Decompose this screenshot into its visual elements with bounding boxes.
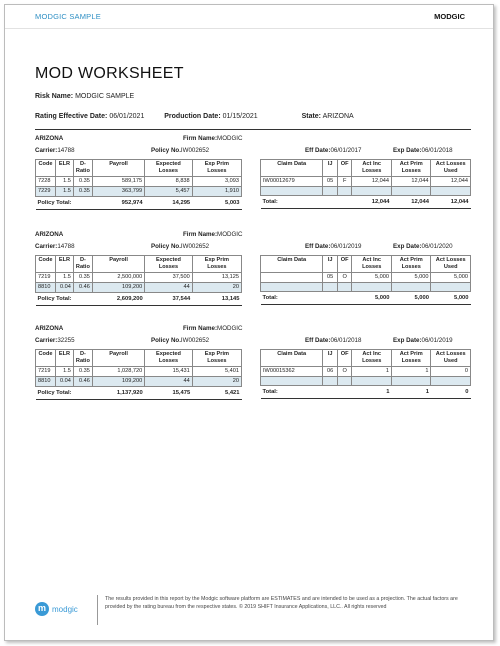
state-label: State: (301, 113, 322, 120)
table-cell: 1 (352, 367, 392, 377)
policy-total-row (36, 387, 242, 400)
table-cell: 0.35 (73, 177, 92, 187)
table-cell: 7228 (36, 177, 56, 187)
divider (35, 129, 471, 130)
table-row (36, 177, 242, 187)
claims-total-row (261, 292, 471, 305)
firm-value: MODGIC (217, 231, 243, 238)
table-cell: 0.46 (73, 283, 92, 293)
table-cell: 12,044 (431, 177, 471, 187)
column-header: Act Inc Losses (352, 160, 392, 177)
table-cell: 1.5 (55, 177, 73, 187)
production-date-label: Production Date: (164, 113, 221, 120)
table-row (36, 367, 242, 377)
table-row (261, 187, 471, 196)
eff-date-label: Eff Date: (305, 243, 331, 250)
column-header: Expected Losses (145, 160, 193, 177)
table-header-row (36, 350, 242, 367)
policy-value: IW002652 (180, 337, 210, 344)
column-header: Claim Data (261, 256, 323, 273)
table-cell (261, 283, 323, 292)
carrier-value: 14788 (57, 147, 75, 154)
column-header: Act Prim Losses (391, 350, 431, 367)
claims-total-label: Total: (261, 292, 352, 305)
policy-section (35, 325, 471, 396)
table-cell (261, 377, 323, 386)
table-row (36, 273, 242, 283)
policy-section (35, 135, 471, 206)
table-cell (391, 377, 431, 386)
section-state: ARIZONA (35, 325, 64, 332)
carrier-value: 32255 (57, 337, 75, 344)
policy-total-row (36, 293, 242, 306)
table-cell (431, 283, 471, 292)
column-header: IJ (323, 160, 338, 177)
table-cell: 0.35 (73, 273, 92, 283)
rating-line (35, 113, 354, 120)
policy-label: Policy No. (151, 337, 181, 344)
table-cell (337, 283, 352, 292)
total-exp-prim-losses: 5,003 (192, 197, 241, 210)
table-row (261, 283, 471, 292)
table-cell: 5,457 (145, 187, 193, 197)
exp-date-label: Exp Date: (393, 243, 422, 250)
table-row (261, 367, 471, 377)
table-cell (431, 377, 471, 386)
table-cell: 7219 (36, 273, 56, 283)
column-header: OF (337, 256, 352, 273)
worksheet-page (4, 4, 494, 641)
table-cell: 15,431 (145, 367, 192, 377)
column-header: ELR (55, 256, 73, 273)
top-bar (5, 5, 493, 29)
table-cell: 8810 (36, 283, 56, 293)
table-header-row (36, 160, 242, 177)
footer (35, 595, 471, 629)
table-cell: IW00012679 (261, 177, 323, 187)
table-cell (352, 283, 392, 292)
table-cell: O (337, 367, 352, 377)
production-date-value: 01/15/2021 (222, 113, 258, 120)
table-row (261, 273, 471, 283)
table-cell: 05 (323, 177, 338, 187)
payroll-table (35, 349, 242, 400)
table-cell: 37,500 (145, 273, 192, 283)
total-act-inc-losses: 12,044 (352, 196, 392, 209)
modgic-logo-icon: m (35, 602, 49, 616)
firm-value: MODGIC (217, 135, 243, 142)
column-header: Act Losses Used (431, 350, 471, 367)
table-cell: 363,799 (92, 187, 144, 197)
carrier-label: Carrier: (35, 243, 58, 250)
carrier-label: Carrier: (35, 147, 58, 154)
table-cell (352, 377, 392, 386)
total-act-losses-used: 5,000 (431, 292, 471, 305)
claims-table (260, 159, 471, 209)
table-cell: 7229 (36, 187, 56, 197)
modgic-logo (35, 599, 95, 619)
table-cell (323, 187, 338, 196)
table-cell: 2,500,000 (92, 273, 144, 283)
column-header: Payroll (92, 256, 144, 273)
table-cell: 1,028,720 (92, 367, 144, 377)
table-cell: 589,175 (92, 177, 144, 187)
table-header-row (36, 256, 242, 273)
policy-value: IW002652 (180, 243, 210, 250)
table-cell: 1,910 (192, 187, 241, 197)
section-header (35, 325, 471, 347)
table-cell: 44 (145, 283, 192, 293)
column-header: Code (36, 350, 56, 367)
table-header-row (261, 350, 471, 367)
column-header: Payroll (92, 350, 144, 367)
column-header: Act Losses Used (431, 160, 471, 177)
policy-label: Policy No. (151, 243, 181, 250)
column-header: OF (337, 350, 352, 367)
total-act-losses-used: 0 (431, 386, 471, 399)
table-cell: 12,044 (391, 177, 431, 187)
table-cell: 5,000 (391, 273, 431, 283)
table-cell: 5,401 (192, 367, 241, 377)
header-risk-name: MODGIC SAMPLE (35, 12, 101, 21)
table-cell: O (337, 273, 352, 283)
column-header: Expected Losses (145, 256, 192, 273)
section-header (35, 231, 471, 253)
table-cell: 13,125 (192, 273, 241, 283)
footer-disclaimer: The results provided in this report by the Modgic software platform are ESTIMATES and are intended to be used as a projection. The actual factors are provided by the rating bureau from the respective states. © 2019 SHIFT Insurance Applications, LLC.. All rights reserved (105, 596, 458, 610)
table-header-row (261, 256, 471, 273)
table-cell (323, 377, 338, 386)
total-exp-prim-losses: 13,145 (192, 293, 241, 306)
column-header: Exp Prim Losses (192, 160, 241, 177)
column-header: Act Prim Losses (391, 160, 431, 177)
total-expected-losses: 37,544 (145, 293, 192, 306)
risk-name-label: Risk Name: (35, 93, 74, 100)
table-cell (323, 283, 338, 292)
column-header: D-Ratio (73, 256, 92, 273)
claims-table (260, 255, 471, 305)
policy-total-label: Policy Total: (36, 387, 93, 400)
table-cell: F (337, 177, 352, 187)
table-cell: 3,093 (192, 177, 241, 187)
firm-label: Firm Name: (183, 325, 218, 332)
column-header: Payroll (92, 160, 144, 177)
table-cell: 0.35 (73, 187, 92, 197)
column-header: Code (36, 160, 56, 177)
exp-date-value: 06/01/2018 (421, 147, 453, 154)
column-header: ELR (55, 350, 73, 367)
exp-date-value: 06/01/2020 (421, 243, 453, 250)
claims-total-row (261, 196, 471, 209)
table-cell: 1 (391, 367, 431, 377)
section-header (35, 135, 471, 157)
table-cell: 0.04 (55, 377, 73, 387)
column-header: Act Inc Losses (352, 350, 392, 367)
table-cell (261, 187, 323, 196)
section-state: ARIZONA (35, 231, 64, 238)
table-cell: 8,838 (145, 177, 193, 187)
claims-total-label: Total: (261, 386, 352, 399)
policy-total-label: Policy Total: (36, 293, 93, 306)
column-header: ELR (55, 160, 73, 177)
total-exp-prim-losses: 5,421 (192, 387, 241, 400)
section-state: ARIZONA (35, 135, 64, 142)
rating-eff-label: Rating Effective Date: (35, 113, 108, 120)
table-row (261, 177, 471, 187)
table-cell: 109,200 (92, 377, 144, 387)
table-cell: 0.46 (73, 377, 92, 387)
eff-date-value: 06/01/2018 (330, 337, 362, 344)
carrier-label: Carrier: (35, 337, 58, 344)
payroll-table (35, 159, 242, 210)
total-payroll: 2,609,200 (92, 293, 144, 306)
table-cell: 5,000 (431, 273, 471, 283)
table-cell (352, 187, 392, 196)
total-act-prim-losses: 12,044 (391, 196, 431, 209)
table-cell: 1.5 (55, 367, 73, 377)
table-cell: 06 (323, 367, 338, 377)
firm-label: Firm Name: (183, 135, 218, 142)
table-cell: 20 (192, 283, 241, 293)
table-cell: 0 (431, 367, 471, 377)
table-cell: 44 (145, 377, 192, 387)
table-header-row (261, 160, 471, 177)
table-cell: 20 (192, 377, 241, 387)
total-act-inc-losses: 5,000 (352, 292, 392, 305)
table-cell (261, 273, 323, 283)
rating-eff-value: 06/01/2021 (109, 113, 145, 120)
header-brand: MODGIC (434, 12, 465, 21)
column-header: D-Ratio (73, 350, 92, 367)
column-header: Act Losses Used (431, 256, 471, 273)
table-cell: 0.35 (73, 367, 92, 377)
column-header: Exp Prim Losses (192, 256, 241, 273)
footer-divider (97, 595, 98, 625)
column-header: Code (36, 256, 56, 273)
column-header: Claim Data (261, 160, 323, 177)
column-header: IJ (323, 256, 338, 273)
column-header: Act Inc Losses (352, 256, 392, 273)
policy-label: Policy No. (151, 147, 181, 154)
table-cell: 05 (323, 273, 338, 283)
state-value: ARIZONA (322, 113, 354, 120)
payroll-table (35, 255, 242, 306)
eff-date-label: Eff Date: (305, 337, 331, 344)
total-payroll: 952,974 (92, 197, 144, 210)
total-act-prim-losses: 1 (391, 386, 431, 399)
table-cell: 12,044 (352, 177, 392, 187)
table-cell (337, 377, 352, 386)
column-header: Claim Data (261, 350, 323, 367)
table-row (36, 283, 242, 293)
table-row (36, 377, 242, 387)
table-row (36, 187, 242, 197)
total-expected-losses: 15,475 (145, 387, 192, 400)
table-cell: 109,200 (92, 283, 144, 293)
policy-total-label: Policy Total: (36, 197, 93, 210)
firm-label: Firm Name: (183, 231, 218, 238)
claims-table (260, 349, 471, 399)
risk-name-line (35, 93, 134, 100)
table-cell: 1.5 (55, 273, 73, 283)
exp-date-label: Exp Date: (393, 147, 422, 154)
eff-date-value: 06/01/2019 (330, 243, 362, 250)
table-cell (391, 283, 431, 292)
column-header: Exp Prim Losses (192, 350, 241, 367)
table-cell: 5,000 (352, 273, 392, 283)
table-row (261, 377, 471, 386)
column-header: IJ (323, 350, 338, 367)
column-header: Expected Losses (145, 350, 192, 367)
column-header: Act Prim Losses (391, 256, 431, 273)
eff-date-label: Eff Date: (305, 147, 331, 154)
modgic-logo-text: modgic (52, 605, 78, 614)
exp-date-label: Exp Date: (393, 337, 422, 344)
policy-section (35, 231, 471, 302)
table-cell (391, 187, 431, 196)
exp-date-value: 06/01/2019 (421, 337, 453, 344)
page-title: MOD WORKSHEET (35, 65, 184, 82)
table-cell (431, 187, 471, 196)
table-cell: IW00015362 (261, 367, 323, 377)
table-cell: 8810 (36, 377, 56, 387)
total-act-inc-losses: 1 (352, 386, 392, 399)
risk-name-value: MODGIC SAMPLE (75, 93, 135, 100)
column-header: D-Ratio (73, 160, 92, 177)
total-act-losses-used: 12,044 (431, 196, 471, 209)
table-cell (337, 187, 352, 196)
table-cell: 1.5 (55, 187, 73, 197)
table-cell: 0.04 (55, 283, 73, 293)
claims-total-label: Total: (261, 196, 352, 209)
eff-date-value: 06/01/2017 (330, 147, 362, 154)
firm-value: MODGIC (217, 325, 243, 332)
total-act-prim-losses: 5,000 (391, 292, 431, 305)
policy-value: IW002652 (180, 147, 210, 154)
policy-total-row (36, 197, 242, 210)
carrier-value: 14788 (57, 243, 75, 250)
table-cell: 7219 (36, 367, 56, 377)
claims-total-row (261, 386, 471, 399)
total-expected-losses: 14,295 (145, 197, 193, 210)
total-payroll: 1,137,920 (92, 387, 144, 400)
column-header: OF (337, 160, 352, 177)
